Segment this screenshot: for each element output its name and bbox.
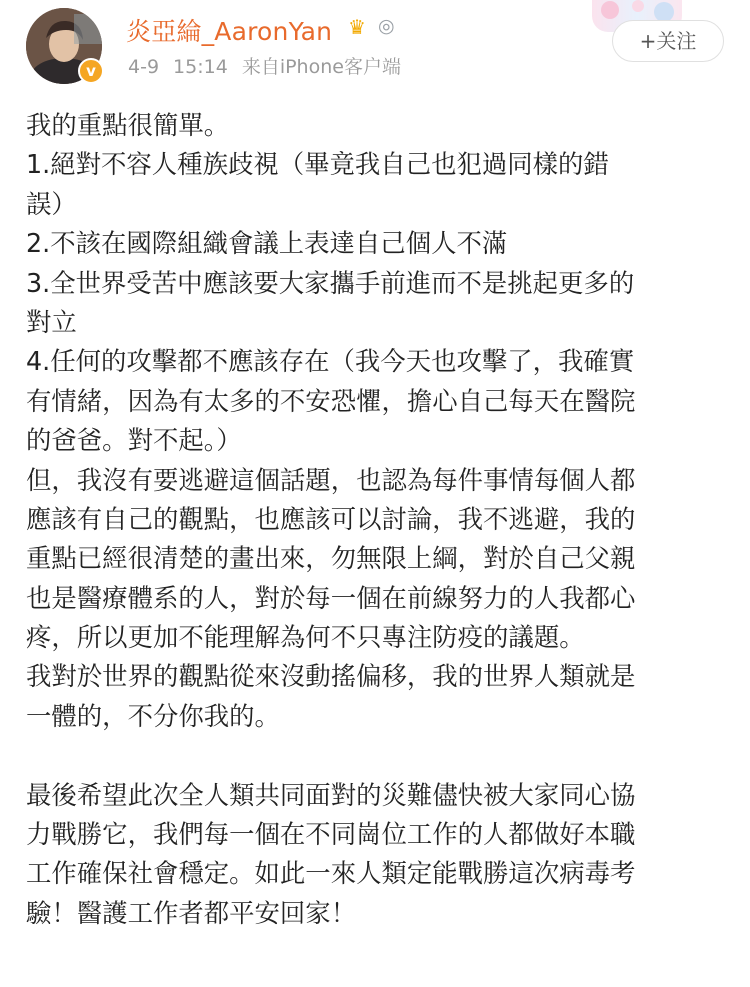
- post-text-line: 3.全世界受苦中應該要大家攜手前進而不是挑起更多的: [26, 267, 635, 298]
- post-text-line: 我對於世界的觀點從來沒動搖偏移，我的世界人類就是: [26, 661, 636, 692]
- post-time: 15:14: [173, 56, 228, 78]
- post-meta: [128, 52, 401, 79]
- post-source[interactable]: 来自iPhone客户端: [241, 56, 401, 78]
- post-content: [26, 106, 726, 933]
- post-date: 4-9: [128, 56, 160, 78]
- post-text-line: 一體的，不分你我的。: [26, 700, 280, 731]
- post-text-line: 2.不該在國際組織會議上表達自己個人不滿: [26, 228, 508, 259]
- post-text-line: 但，我沒有要逃避這個話題，也認為每件事情每個人都: [26, 464, 636, 495]
- post-text-line: 應該有自己的觀點，也應該可以討論，我不逃避，我的: [26, 503, 636, 534]
- post-text-line: 4.任何的攻擊都不應該存在（我今天也攻擊了，我確實: [26, 346, 635, 377]
- post-text-line: 力戰勝它，我們每一個在不同崗位工作的人都做好本職: [26, 819, 636, 850]
- post-text-line: 的爸爸。對不起。）: [26, 425, 242, 456]
- follow-button[interactable]: +关注: [612, 20, 724, 62]
- post-text-line: 有情緒，因為有太多的不安恐懼，擔心自己每天在醫院: [26, 385, 636, 416]
- post-text-line: 我的重點很簡單。: [26, 110, 230, 140]
- post-text-line: 也是醫療體系的人，對於每一個在前線努力的人我都心: [26, 582, 636, 613]
- post-header: [0, 0, 750, 100]
- post-text-line: 工作確保社會穩定。如此一來人類定能戰勝這次病毒考: [26, 858, 636, 889]
- post-text-line: 誤）: [26, 188, 77, 219]
- post-text-line: 對立: [26, 306, 77, 337]
- post-text-line: 疼，所以更加不能理解為何不只專注防疫的議題。: [26, 622, 585, 653]
- crown-icon[interactable]: ♛: [348, 15, 366, 39]
- post-text-line: 驗！醫護工作者都平安回家！: [26, 897, 357, 928]
- username-link[interactable]: 炎亞綸_AaronYan: [126, 17, 333, 46]
- post-text-line: 重點已經很清楚的畫出來，勿無限上綱，對於自己父親: [26, 543, 636, 574]
- ring-icon[interactable]: ◎: [378, 15, 395, 37]
- post-text-line: 1.絕對不容人種族歧視（畢竟我自己也犯過同樣的錯: [26, 149, 609, 180]
- verified-icon: v: [78, 58, 104, 84]
- post-text-line: 最後希望此次全人類共同面對的災難儘快被大家同心協: [26, 779, 636, 810]
- paragraph-break: [26, 736, 726, 775]
